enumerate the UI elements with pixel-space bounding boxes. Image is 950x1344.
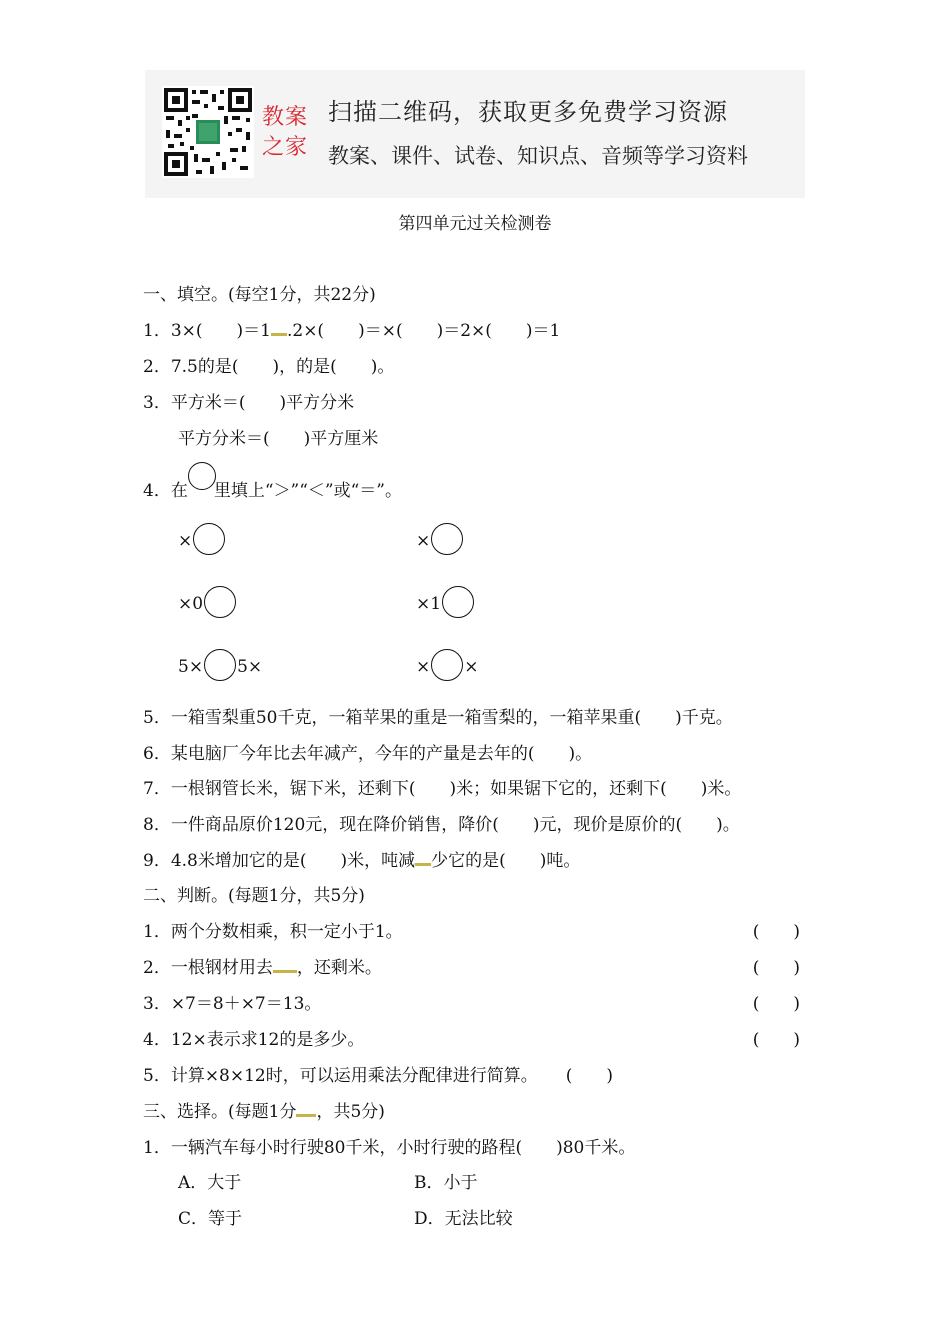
answer-circle[interactable] [431, 649, 463, 681]
judge-item-2 [143, 953, 382, 978]
compare-item-c [178, 582, 237, 614]
banner-slogan-1: 扫描二维码，获取更多免费学习资源 [328, 98, 728, 126]
compare-left: × [416, 657, 431, 677]
judge-answer-paren[interactable]: ( ) [752, 922, 800, 942]
answer-circle[interactable] [193, 523, 225, 555]
question-1-7: 7．一根钢管长米，锯下米，还剩下( )米；如果锯下它的，还剩下( )米。 [143, 779, 742, 799]
judge-item-5 [143, 1061, 613, 1086]
qr-code [162, 86, 254, 178]
question-1-9 [143, 846, 580, 871]
q4-suffix: 里填上“＞”“＜”或“＝”。 [213, 481, 402, 501]
compare-left: × [178, 531, 193, 551]
judge-item-1: 1．两个分数相乘，积一定小于1。 [143, 922, 403, 942]
question-1-3b: 平方分米＝( )平方厘米 [178, 429, 379, 449]
answer-circle[interactable] [442, 586, 474, 618]
compare-left: ×1 [416, 594, 442, 614]
answer-circle[interactable] [431, 523, 463, 555]
compare-item-b [416, 519, 464, 551]
judge-item-3: 3．×7＝8＋×7＝13。 [143, 994, 322, 1014]
section3-heading [143, 1097, 385, 1122]
circle-blank-icon [188, 462, 216, 490]
judge-item-4: 4．12×表示求12的是多少。 [143, 1030, 365, 1050]
compare-item-e [178, 645, 262, 677]
option-a[interactable]: A．大于 [178, 1173, 242, 1193]
compare-item-d [416, 582, 475, 614]
section2-heading: 二、判断。(每题1分，共5分) [143, 886, 365, 906]
option-d[interactable]: D．无法比较 [414, 1209, 513, 1229]
q9-part-a: 9．4.8米增加它的是( )米，吨减 [143, 851, 416, 871]
item5-text: 5．计算×8×12时，可以运用乘法分配律进行简算。 [143, 1066, 538, 1086]
judge-answer-paren[interactable]: ( ) [752, 1030, 800, 1050]
highlight-mark [415, 862, 431, 866]
question-1-5: 5．一箱雪梨重50千克，一箱苹果的重是一箱雪梨的，一箱苹果重( )千克。 [143, 708, 733, 728]
highlight-mark [271, 332, 287, 336]
question-1-8: 8．一件商品原价120元，现在降价销售，降价( )元，现价是原价的( )。 [143, 815, 740, 835]
highlight-mark [273, 969, 297, 973]
compare-left: 5× [178, 657, 204, 677]
judge-answer-paren[interactable]: ( ) [752, 994, 800, 1014]
question-1-2: 2．7.5的是( )，的是( )。 [143, 357, 395, 377]
q9-part-b: 少它的是( )吨。 [431, 851, 581, 871]
compare-right: × [464, 657, 479, 677]
heading-part-b: ，共5分) [316, 1102, 385, 1122]
compare-left: ×0 [178, 594, 204, 614]
answer-circle[interactable] [204, 586, 236, 618]
q1-part-b: .2×( )＝×( )＝2×( )＝1 [286, 321, 561, 341]
answer-circle[interactable] [204, 649, 236, 681]
item2-part-b: ，还剩米。 [296, 958, 382, 978]
question-1-1 [143, 316, 560, 341]
judge-answer-paren[interactable]: ( ) [752, 958, 800, 978]
compare-item-a [178, 519, 226, 551]
compare-item-f [416, 645, 479, 677]
question-1-6: 6．某电脑厂今年比去年减产，今年的产量是去年的( )。 [143, 744, 593, 764]
banner-slogan-2: 教案、课件、试卷、知识点、音频等学习资料 [328, 144, 748, 168]
compare-right: 5× [237, 657, 263, 677]
question-1-3a: 3．平方米＝( )平方分米 [143, 393, 355, 413]
heading-part-a: 三、选择。(每题1分 [143, 1102, 297, 1122]
page-title: 第四单元过关检测卷 [398, 214, 552, 234]
section1-heading: 一、填空。(每空1分，共22分) [143, 285, 376, 305]
brand-name: 教案之家 [262, 105, 309, 160]
judge-answer-paren[interactable]: ( ) [565, 1066, 614, 1086]
choice-question-1: 1．一辆汽车每小时行驶80千米，小时行驶的路程( )80千米。 [143, 1138, 636, 1158]
option-c[interactable]: C．等于 [178, 1209, 243, 1229]
item2-part-a: 2．一根钢材用去 [143, 958, 273, 978]
q4-prefix: 4．在 [143, 481, 188, 501]
question-1-4 [143, 468, 402, 501]
highlight-mark [296, 1113, 316, 1117]
option-b[interactable]: B．小于 [414, 1173, 478, 1193]
q1-part-a: 1．3×( )＝1 [143, 321, 271, 341]
compare-left: × [416, 531, 431, 551]
